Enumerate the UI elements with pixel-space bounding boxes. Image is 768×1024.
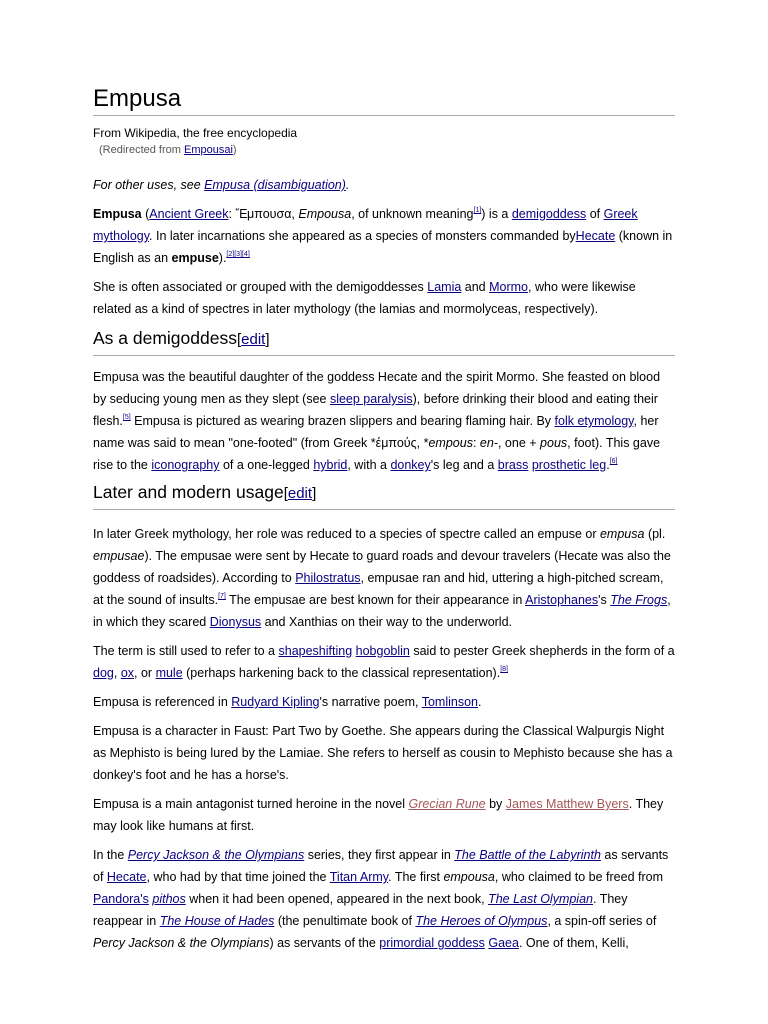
link-pithos[interactable]: pithos (152, 892, 186, 906)
edit-section-link[interactable]: edit (241, 331, 266, 348)
redirect-link[interactable]: Empousai (183, 144, 233, 156)
reference-1[interactable]: [1] (473, 207, 482, 214)
site-tagline: From Wikipedia, the free encyclopedia (93, 126, 298, 140)
redirect-note: (Redirected from Empousai) (99, 144, 237, 156)
link-aristophanes[interactable]: Aristophanes (525, 593, 599, 607)
link-dionysus[interactable]: Dionysus (209, 615, 262, 629)
later-usage-paragraph-5: Empusa is a main antagonist turned heroine in the novel Grecian Rune by James Matthew Byers. They may look like humans at first. (93, 797, 664, 833)
link-sleep-paralysis[interactable]: sleep paralysis (329, 392, 413, 406)
later-usage-paragraph-4: Empusa is a character in Faust: Part Two by Goethe. She appears during the Classical Walpurgis Night as Mephisto is being lured by the Lamiae. She refers to herself as cousin to Mephisto because she has a donkey's foot and he has a horse's. (93, 724, 673, 782)
link-pandoras[interactable]: Pandora's (93, 892, 149, 906)
link-mormo[interactable]: Mormo (489, 280, 529, 294)
link-hecate[interactable]: Hecate (106, 870, 147, 884)
link-battle-of-the-labyrinth[interactable]: The Battle of the Labyrinth (454, 848, 601, 862)
reference-2-3-4[interactable]: [2][3][4] (226, 251, 250, 258)
link-gaea[interactable]: Gaea (488, 936, 519, 950)
link-primordial-goddess[interactable]: primordial goddess (379, 936, 485, 950)
link-titan-army[interactable]: Titan Army (329, 870, 389, 884)
reference-5[interactable]: [5] (122, 414, 131, 421)
link-heroes-of-olympus[interactable]: The Heroes of Olympus (415, 914, 548, 928)
later-usage-paragraph-6: In the Percy Jackson & the Olympians series, they first appear in The Battle of the Labyrinth as servants of Hecate, who had by that time joined the Titan Army. The first empousa, who claimed to be freed from Pandora's pithos when it had been opened, appeared in the next book, The Last Olympian. They reappear in The House of Hades (the penultimate book of The Heroes of Olympus, a spin-off series of Percy Jackson & the Olympians) as servants of the primordial goddess Gaea. One of them, Kelli, (93, 848, 669, 950)
reference-8[interactable]: [8] (500, 666, 508, 673)
edit-section-link[interactable]: edit (287, 485, 313, 502)
link-tomlinson[interactable]: Tomlinson (421, 695, 479, 709)
link-percy-jackson[interactable]: Percy Jackson & the Olympians (127, 848, 305, 862)
link-donkey[interactable]: donkey (390, 458, 431, 472)
link-demigoddess[interactable]: demigoddess (511, 207, 587, 221)
link-grecian-rune[interactable]: Grecian Rune (408, 797, 486, 811)
link-james-matthew-byers[interactable]: James Matthew Byers (505, 797, 629, 811)
link-hecate[interactable]: Hecate (575, 229, 616, 243)
link-ox[interactable]: ox (120, 666, 135, 680)
later-usage-paragraph-3: Empusa is referenced in Rudyard Kipling's narrative poem, Tomlinson. (93, 695, 482, 709)
link-dog[interactable]: dog (93, 666, 114, 680)
later-usage-paragraph-1: In later Greek mythology, her role was reduced to a species of spectre called an empuse or empusa (pl. empusae). The empusae were sent by Hecate to guard roads and devour travelers (Hecate was also the goddess of roadsides). According to Philostratus, empusae ran and hid, uttering a high-pitched scream, at the sound of insults.[7] The empusae are best known for their appearance in Aristophanes's The Frogs, in which they scared Dionysus and Xanthias on their way to the underworld. (93, 527, 671, 629)
link-brass[interactable]: brass (497, 458, 529, 472)
article (93, 84, 675, 954)
lead-paragraph-2: She is often associated or grouped with the demigoddesses Lamia and Mormo, who were likewise related as a kind of spectres in later mythology (the lamias and mormolyceas, respectively). (93, 280, 636, 316)
link-iconography[interactable]: iconography (151, 458, 220, 472)
lead-paragraph-1: Empusa (Ancient Greek: Ἔμπουσα, Empousa, of unknown meaning[1]) is a demigoddess of Greek mythology. In later incarnations she appeared as a species of monsters commanded byHecate (known in English as an empuse).[2][3][4] (93, 207, 673, 265)
page-title: Empusa (93, 84, 675, 116)
link-house-of-hades[interactable]: The House of Hades (159, 914, 275, 928)
reference-6[interactable]: [6] (609, 458, 618, 465)
link-the-last-olympian[interactable]: The Last Olympian (488, 892, 593, 906)
link-philostratus[interactable]: Philostratus (295, 571, 361, 585)
link-hybrid[interactable]: hybrid (313, 458, 348, 472)
link-ancient-greek[interactable]: Ancient Greek (149, 207, 229, 221)
link-prosthetic-leg[interactable]: prosthetic leg (531, 458, 607, 472)
link-lamia[interactable]: Lamia (427, 280, 462, 294)
link-greek-mythology[interactable]: Greek mythology (93, 207, 638, 243)
link-the-frogs[interactable]: The Frogs (610, 593, 668, 607)
later-usage-paragraph-2: The term is still used to refer to a shapeshifting hobgoblin said to pester Greek shepherds in the form of a dog, ox, or mule (perhaps harkening back to the classical representation).[8] (93, 644, 675, 680)
link-folk-etymology[interactable]: folk etymology (554, 414, 634, 428)
link-mule[interactable]: mule (155, 666, 183, 680)
hatnote: For other uses, see Empusa (disambiguation). (93, 178, 350, 192)
reference-7[interactable]: [7] (218, 593, 226, 600)
link-rudyard-kipling[interactable]: Rudyard Kipling (231, 695, 320, 709)
demigoddess-paragraph: Empusa was the beautiful daughter of the goddess Hecate and the spirit Mormo. She feasted on blood by seducing young men as they slept (see sleep paralysis), before drinking their blood and eating their flesh.[5] Empusa is pictured as wearing brazen slippers and bearing flaming hair. By folk etymology, her name was said to mean "one-footed" (from Greek *έμπούς, *empous: en-, one + pous, foot). This gave rise to the iconography of a one-legged hybrid, with a donkey's leg and a brass prosthetic leg.[6] (93, 370, 661, 472)
disambiguation-link[interactable]: Empusa (disambiguation) (204, 178, 346, 192)
section-heading-later-usage: Later and modern usage[edit] (93, 480, 675, 510)
section-heading-demigoddess: As a demigoddess[edit] (93, 326, 675, 356)
link-shapeshifting[interactable]: shapeshifting (278, 644, 353, 658)
link-hobgoblin[interactable]: hobgoblin (355, 644, 410, 658)
